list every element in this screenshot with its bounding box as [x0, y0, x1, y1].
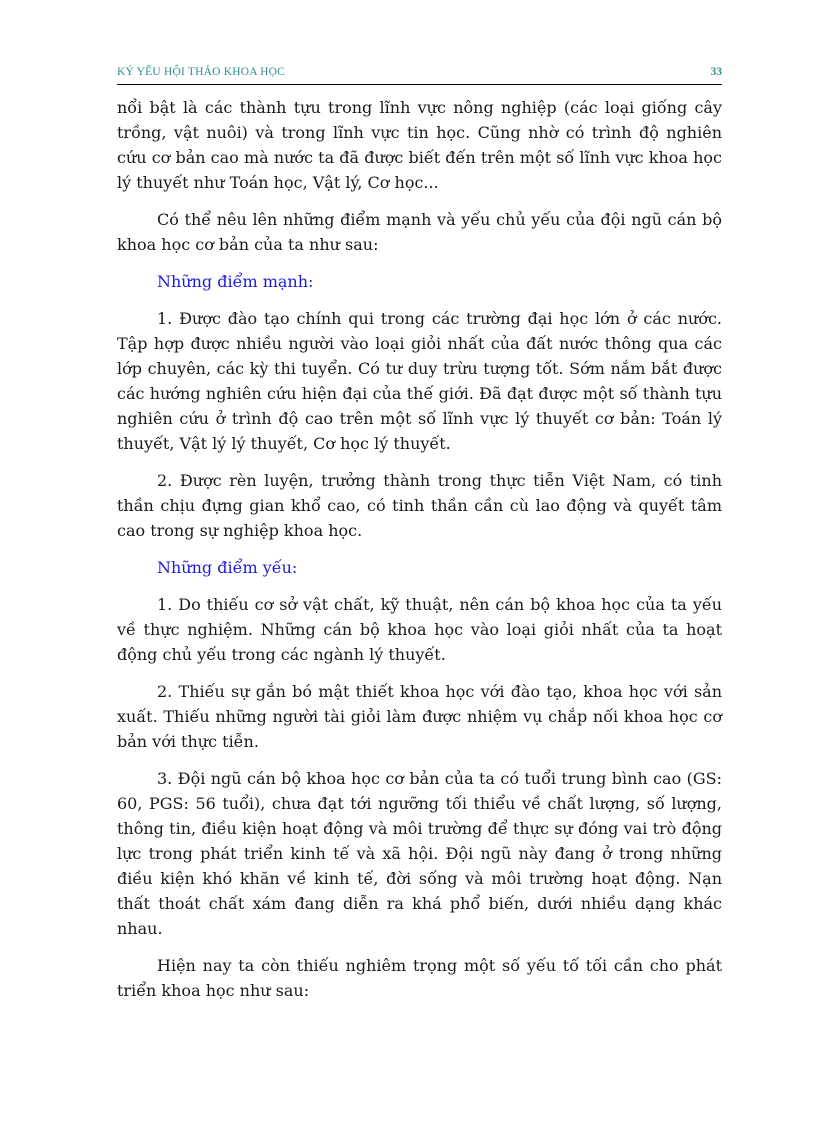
weaknesses-heading: Những điểm yếu: — [157, 558, 298, 577]
intro-paragraph: nổi bật là các thành tựu trong lĩnh vực nông nghiệp (các loại giống cây trồng, vật nuôi) và trong lĩnh vực tin học. Cũng nhờ có trình độ nghiên cứu cơ bản cao mà nước ta đã được biết đến trên một số lĩnh vực khoa học lý thuyết như Toán học, Vật lý, Cơ học... — [117, 98, 722, 192]
strength-item-2: 2. Được rèn luyện, trưởng thành trong thực tiễn Việt Nam, có tinh thần chịu đựng gian khổ cao, có tinh thần cần cù lao động và quyết tâm cao trong sự nghiệp khoa học. — [117, 471, 722, 540]
running-header — [117, 62, 722, 85]
weakness-item-1: 1. Do thiếu cơ sở vật chất, kỹ thuật, nên cán bộ khoa học của ta yếu về thực nghiệm. Những cán bộ khoa học vào loại giỏi nhất của ta hoạt động chủ yếu trong các ngành lý thuyết. — [117, 595, 722, 664]
strengths-heading: Những điểm mạnh: — [157, 272, 314, 291]
page-body — [117, 95, 722, 1015]
weakness-item-3: 3. Đội ngũ cán bộ khoa học cơ bản của ta có tuổi trung bình cao (GS: 60, PGS: 56 tuổi), chưa đạt tới ngưỡng tối thiểu về chất lượng, số lượng, thông tin, điều kiện hoạt động và môi trường để thực sự đóng vai trò động lực trong phát triển kinh tế và xã hội. Đội ngũ này đang ở trong những điều kiện khó khăn về kinh tế, đời sống và môi trường hoạt động. Nạn thất thoát chất xám đang diễn ra khá phổ biến, dưới nhiều dạng khác nhau. — [117, 769, 722, 938]
header-title: KỶ YẾU HỘI THẢO KHOA HỌC — [117, 66, 286, 78]
weakness-item-2: 2. Thiếu sự gắn bó mật thiết khoa học với đào tạo, khoa học với sản xuất. Thiếu những người tài giỏi làm được nhiệm vụ chắp nối khoa học cơ bản với thực tiễn. — [117, 682, 722, 751]
summary-paragraph: Có thể nêu lên những điểm mạnh và yếu chủ yếu của đội ngũ cán bộ khoa học cơ bản của ta như sau: — [117, 210, 722, 254]
strength-item-1: 1. Được đào tạo chính qui trong các trường đại học lớn ở các nước. Tập hợp được nhiều người vào loại giỏi nhất của đất nước thông qua các lớp chuyên, các kỳ thi tuyển. Có tư duy trừu tượng tốt. Sớm nắm bắt được các hướng nghiên cứu hiện đại của thế giới. Đã đạt được một số thành tựu nghiên cứu ở trình độ cao trên một số lĩnh vực lý thuyết cơ bản: Toán lý thuyết, Vật lý lý thuyết, Cơ học lý thuyết. — [117, 309, 722, 453]
closing-paragraph: Hiện nay ta còn thiếu nghiêm trọng một số yếu tố tối cần cho phát triển khoa học như sau: — [117, 956, 722, 1000]
page-number: 33 — [710, 66, 722, 78]
